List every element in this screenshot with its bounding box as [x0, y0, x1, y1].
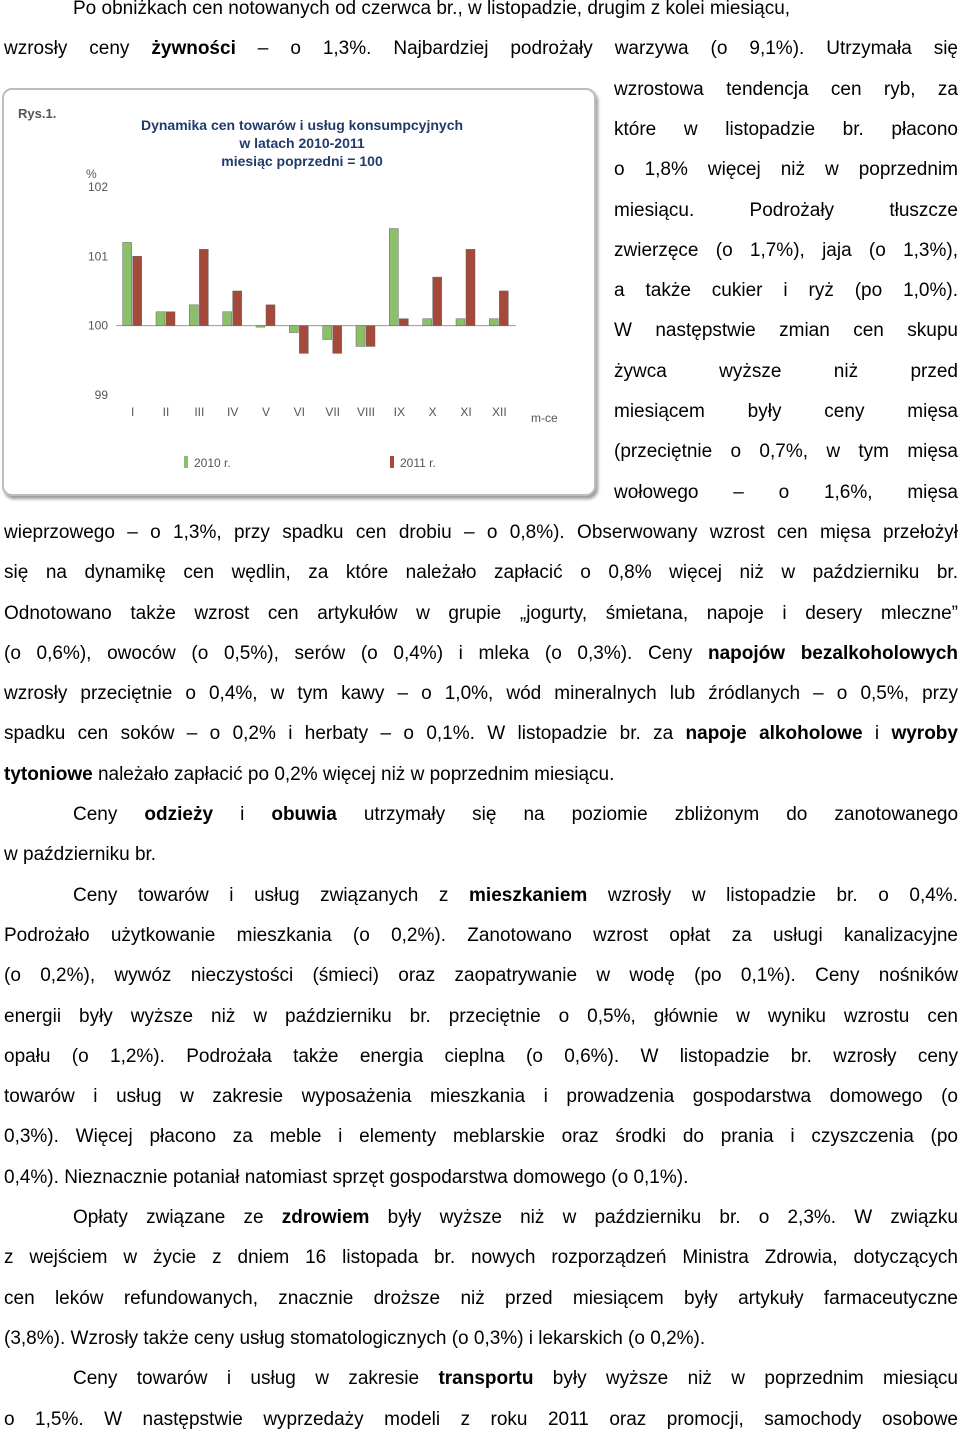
bar-2010: [156, 312, 165, 326]
text-run: żywca wyższe niż przed: [614, 360, 958, 382]
text-run: Odnotowano także wzrost cen artykułów w grupie „jogurty, śmietana, napoje i desery mleczne”: [4, 602, 958, 624]
text-run: cen leków refundowanych, znacznie droższe niż przed miesiącem były artykuły farmaceutyczne: [4, 1287, 958, 1309]
text-line: [4, 1287, 958, 1311]
text-run: wzrostowa tendencja cen ryb, za: [614, 78, 958, 100]
text-line: [4, 1327, 705, 1351]
text-line: [4, 964, 958, 988]
bar-2011: [299, 326, 308, 354]
text-line: [4, 602, 958, 626]
text-run: – o 1,3%. Najbardziej podrożały warzywa (o 9,1%). Utrzymała się: [235, 38, 958, 60]
bold-keyword: mieszkaniem: [469, 884, 588, 906]
text-line: [4, 1045, 958, 1069]
text-run: W następstwie zmian cen skupu: [614, 320, 958, 342]
bar-2011: [499, 291, 508, 326]
text-line: [4, 37, 958, 61]
text-run: należało zapłacić po 0,2% więcej niż w poprzednim miesiącu.: [92, 763, 615, 785]
chart-figure: [2, 88, 596, 496]
x-tick-label: III: [194, 405, 205, 419]
text-run: o 1,8% więcej niż w poprzednim: [614, 159, 958, 181]
y-tick-label: 99: [94, 388, 108, 402]
text-run: wieprzowego – o 1,3%, przy spadku cen drobiu – o 0,8%). Obserwowany wzrost cen mięsa przełożył: [4, 521, 958, 543]
bar-2011: [333, 326, 342, 354]
bold-keyword: transportu: [438, 1368, 534, 1390]
text-line: [73, 1206, 958, 1230]
y-axis-unit-label: %: [86, 167, 97, 181]
x-axis-label: m-ce: [531, 411, 558, 425]
x-tick-label: XII: [491, 405, 507, 419]
text-line: [4, 642, 958, 666]
text-run: utrzymały się na poziomie zbliżonym do zanotowanego: [336, 804, 959, 825]
text-run: (o 0,2%), wywóz nieczystości (śmieci) oraz zaopatrywanie w wodę (po 0,1%). Ceny nośników: [4, 965, 958, 987]
bold-keyword: obuwia: [271, 804, 337, 825]
text-line: [4, 763, 614, 787]
bar-2010: [456, 319, 465, 326]
text-run: Po obniżkach cen notowanych od czerwca br., w listopadzie, drugim z kolei miesiącu,: [73, 0, 791, 19]
x-tick-label: IV: [226, 405, 239, 419]
text-run: miesiącem były ceny mięsa: [614, 401, 958, 422]
bar-2011: [466, 249, 475, 325]
text-run: były wyższe niż w październiku br. o 2,3%. W związku: [369, 1207, 958, 1228]
text-line: [4, 1408, 958, 1432]
legend-label: 2011 r.: [400, 456, 436, 470]
text-line: [4, 1085, 958, 1109]
text-run: były wyższe niż w poprzednim miesiącu: [533, 1368, 958, 1390]
text-line: [4, 1125, 958, 1149]
text-line: [4, 722, 958, 746]
text-run: (o 0,6%), owoców (o 0,5%), serów (o 0,4%) i mleka (o 0,3%). Ceny: [4, 642, 708, 664]
bold-keyword: odzieży: [144, 804, 214, 825]
text-line: [4, 843, 156, 867]
text-run: i: [862, 723, 892, 745]
text-run: i: [213, 804, 272, 825]
text-line: [614, 78, 958, 102]
bar-2011: [166, 312, 175, 326]
text-run: z wejściem w życie z dniem 16 listopada br. nowych rozporządzeń Ministra Zdrowia, dotyczących: [4, 1247, 958, 1269]
text-line: [73, 0, 958, 21]
text-run: towarów i usług w zakresie wyposażenia mieszkania i prowadzenia gospodarstwa domowego (o: [4, 1086, 958, 1108]
text-run: miesiącu. Podrożały tłuszcze: [614, 199, 958, 221]
bold-keyword: napoje alkoholowe: [685, 723, 863, 745]
text-run: 0,4%). Nieznacznie potaniał natomiast sprzęt gospodarstwa domowego (o 0,1%).: [4, 1166, 689, 1188]
text-line: [614, 440, 958, 464]
bold-keyword: tytoniowe: [4, 763, 93, 785]
text-run: które w listopadzie br. płacono: [614, 118, 958, 140]
bold-keyword: zdrowiem: [281, 1207, 370, 1228]
x-tick-label: VIII: [356, 405, 376, 419]
text-run: w październiku br.: [4, 844, 157, 866]
bar-2011: [199, 249, 208, 325]
text-line: [614, 279, 958, 303]
text-line: [4, 1166, 688, 1190]
bar-2010: [289, 326, 298, 333]
text-line: [4, 561, 958, 585]
text-line: [4, 521, 958, 545]
bar-2011: [399, 319, 408, 326]
text-line: [614, 360, 958, 384]
bar-2010: [323, 326, 332, 340]
text-line: [4, 924, 958, 948]
text-line: [73, 1367, 958, 1391]
bar-chart: [4, 90, 594, 494]
bar-2010: [189, 305, 198, 326]
bar-2011: [233, 291, 242, 326]
bold-keyword: napojów bezalkoholowych: [708, 642, 959, 664]
figure-label: Rys.1.: [18, 106, 57, 121]
plot-area: [88, 180, 516, 419]
text-run: Ceny: [73, 804, 145, 825]
chart-title-line-3: miesiąc poprzedni = 100: [221, 153, 383, 169]
bar-2010: [123, 242, 132, 325]
legend-label: 2010 r.: [194, 456, 231, 470]
y-tick-label: 102: [87, 179, 108, 194]
text-run: energii były wyższe niż w październiku br. przeciętnie o 0,5%, głównie w wyniku wzrostu cen: [4, 1005, 958, 1027]
bold-keyword: wyroby: [891, 723, 958, 745]
text-run: opału (o 1,2%). Podrożała także energia cieplna (o 0,6%). W listopadzie br. wzrosły ceny: [4, 1045, 958, 1067]
bar-2010: [423, 319, 432, 326]
text-line: [4, 1005, 958, 1029]
bar-2010: [256, 326, 265, 328]
text-line: [614, 400, 958, 424]
x-tick-label: X: [428, 405, 437, 419]
legend-swatch-2011: [390, 456, 394, 468]
x-tick-label: VI: [293, 405, 306, 419]
text-line: [73, 884, 958, 908]
bar-2011: [433, 277, 442, 326]
y-tick-label: 100: [87, 318, 108, 333]
bar-2010: [489, 319, 498, 326]
legend-swatch-2010: [184, 456, 188, 468]
x-tick-label: V: [261, 405, 271, 419]
text-run: Opłaty związane ze: [73, 1207, 282, 1228]
text-line: [614, 319, 958, 343]
text-run: (3,8%). Wzrosły także ceny usług stomatologicznych (o 0,3%) i lekarskich (o 0,2%).: [4, 1327, 706, 1349]
text-run: o 1,5%. W następstwie wyprzedaży modeli z roku 2011 oraz promocji, samochody osobowe: [4, 1408, 958, 1430]
x-tick-label: IX: [393, 405, 406, 419]
x-tick-label: II: [162, 405, 170, 419]
text-run: Podrożało użytkowanie mieszkania (o 0,2%). Zanotowano wzrost opłat za usługi kanalizacyjne: [4, 924, 958, 946]
bar-2011: [266, 305, 275, 326]
text-run: 0,3%). Więcej płacono za meble i elementy meblarskie oraz środki do prania i czyszczenia (po: [4, 1126, 958, 1148]
x-tick-label: VII: [325, 405, 341, 419]
text-line: [73, 803, 958, 827]
text-line: [4, 682, 958, 706]
x-tick-label: I: [130, 405, 135, 419]
bar-2010: [389, 229, 398, 326]
text-run: wołowego – o 1,6%, mięsa: [614, 481, 958, 503]
y-tick-label: 101: [87, 249, 108, 264]
bar-2010: [223, 312, 232, 326]
text-run: a także cukier i ryż (po 1,0%).: [614, 280, 958, 302]
x-tick-label: XI: [460, 405, 472, 419]
text-run: zwierzęce (o 1,7%), jaja (o 1,3%),: [614, 239, 958, 261]
text-line: [614, 481, 958, 505]
text-run: się na dynamikę cen wędlin, za które należało zapłacić o 0,8% więcej niż w październiku br.: [4, 562, 958, 584]
text-run: wzrosły ceny: [4, 38, 152, 60]
text-line: [614, 199, 958, 223]
text-line: [614, 158, 958, 182]
bar-2011: [133, 256, 142, 325]
bar-2011: [366, 326, 375, 347]
text-line: [4, 1246, 958, 1270]
chart-title-line-1: Dynamika cen towarów i usług konsumpcyjnych: [140, 117, 464, 133]
text-run: Ceny towarów i usług w zakresie: [73, 1368, 439, 1390]
text-run: wzrosły w listopadzie br. o 0,4%.: [587, 884, 958, 906]
text-line: [614, 118, 958, 142]
bold-keyword: żywności: [151, 38, 236, 60]
text-run: wzrosły przeciętnie o 0,4%, w tym kawy – o 1,0%, wód mineralnych lub źródlanych – o 0,5%, przy: [4, 683, 958, 705]
chart-title-line-2: w latach 2010-2011: [239, 135, 365, 151]
bar-2010: [356, 326, 365, 347]
text-run: spadku cen soków – o 0,2% i herbaty – o 0,1%. W listopadzie br. za: [4, 723, 686, 745]
text-run: Ceny towarów i usług związanych z: [73, 884, 470, 906]
text-line: [614, 239, 958, 263]
legend: [184, 456, 436, 470]
text-run: (przeciętnie o 0,7%, w tym mięsa: [614, 441, 958, 463]
